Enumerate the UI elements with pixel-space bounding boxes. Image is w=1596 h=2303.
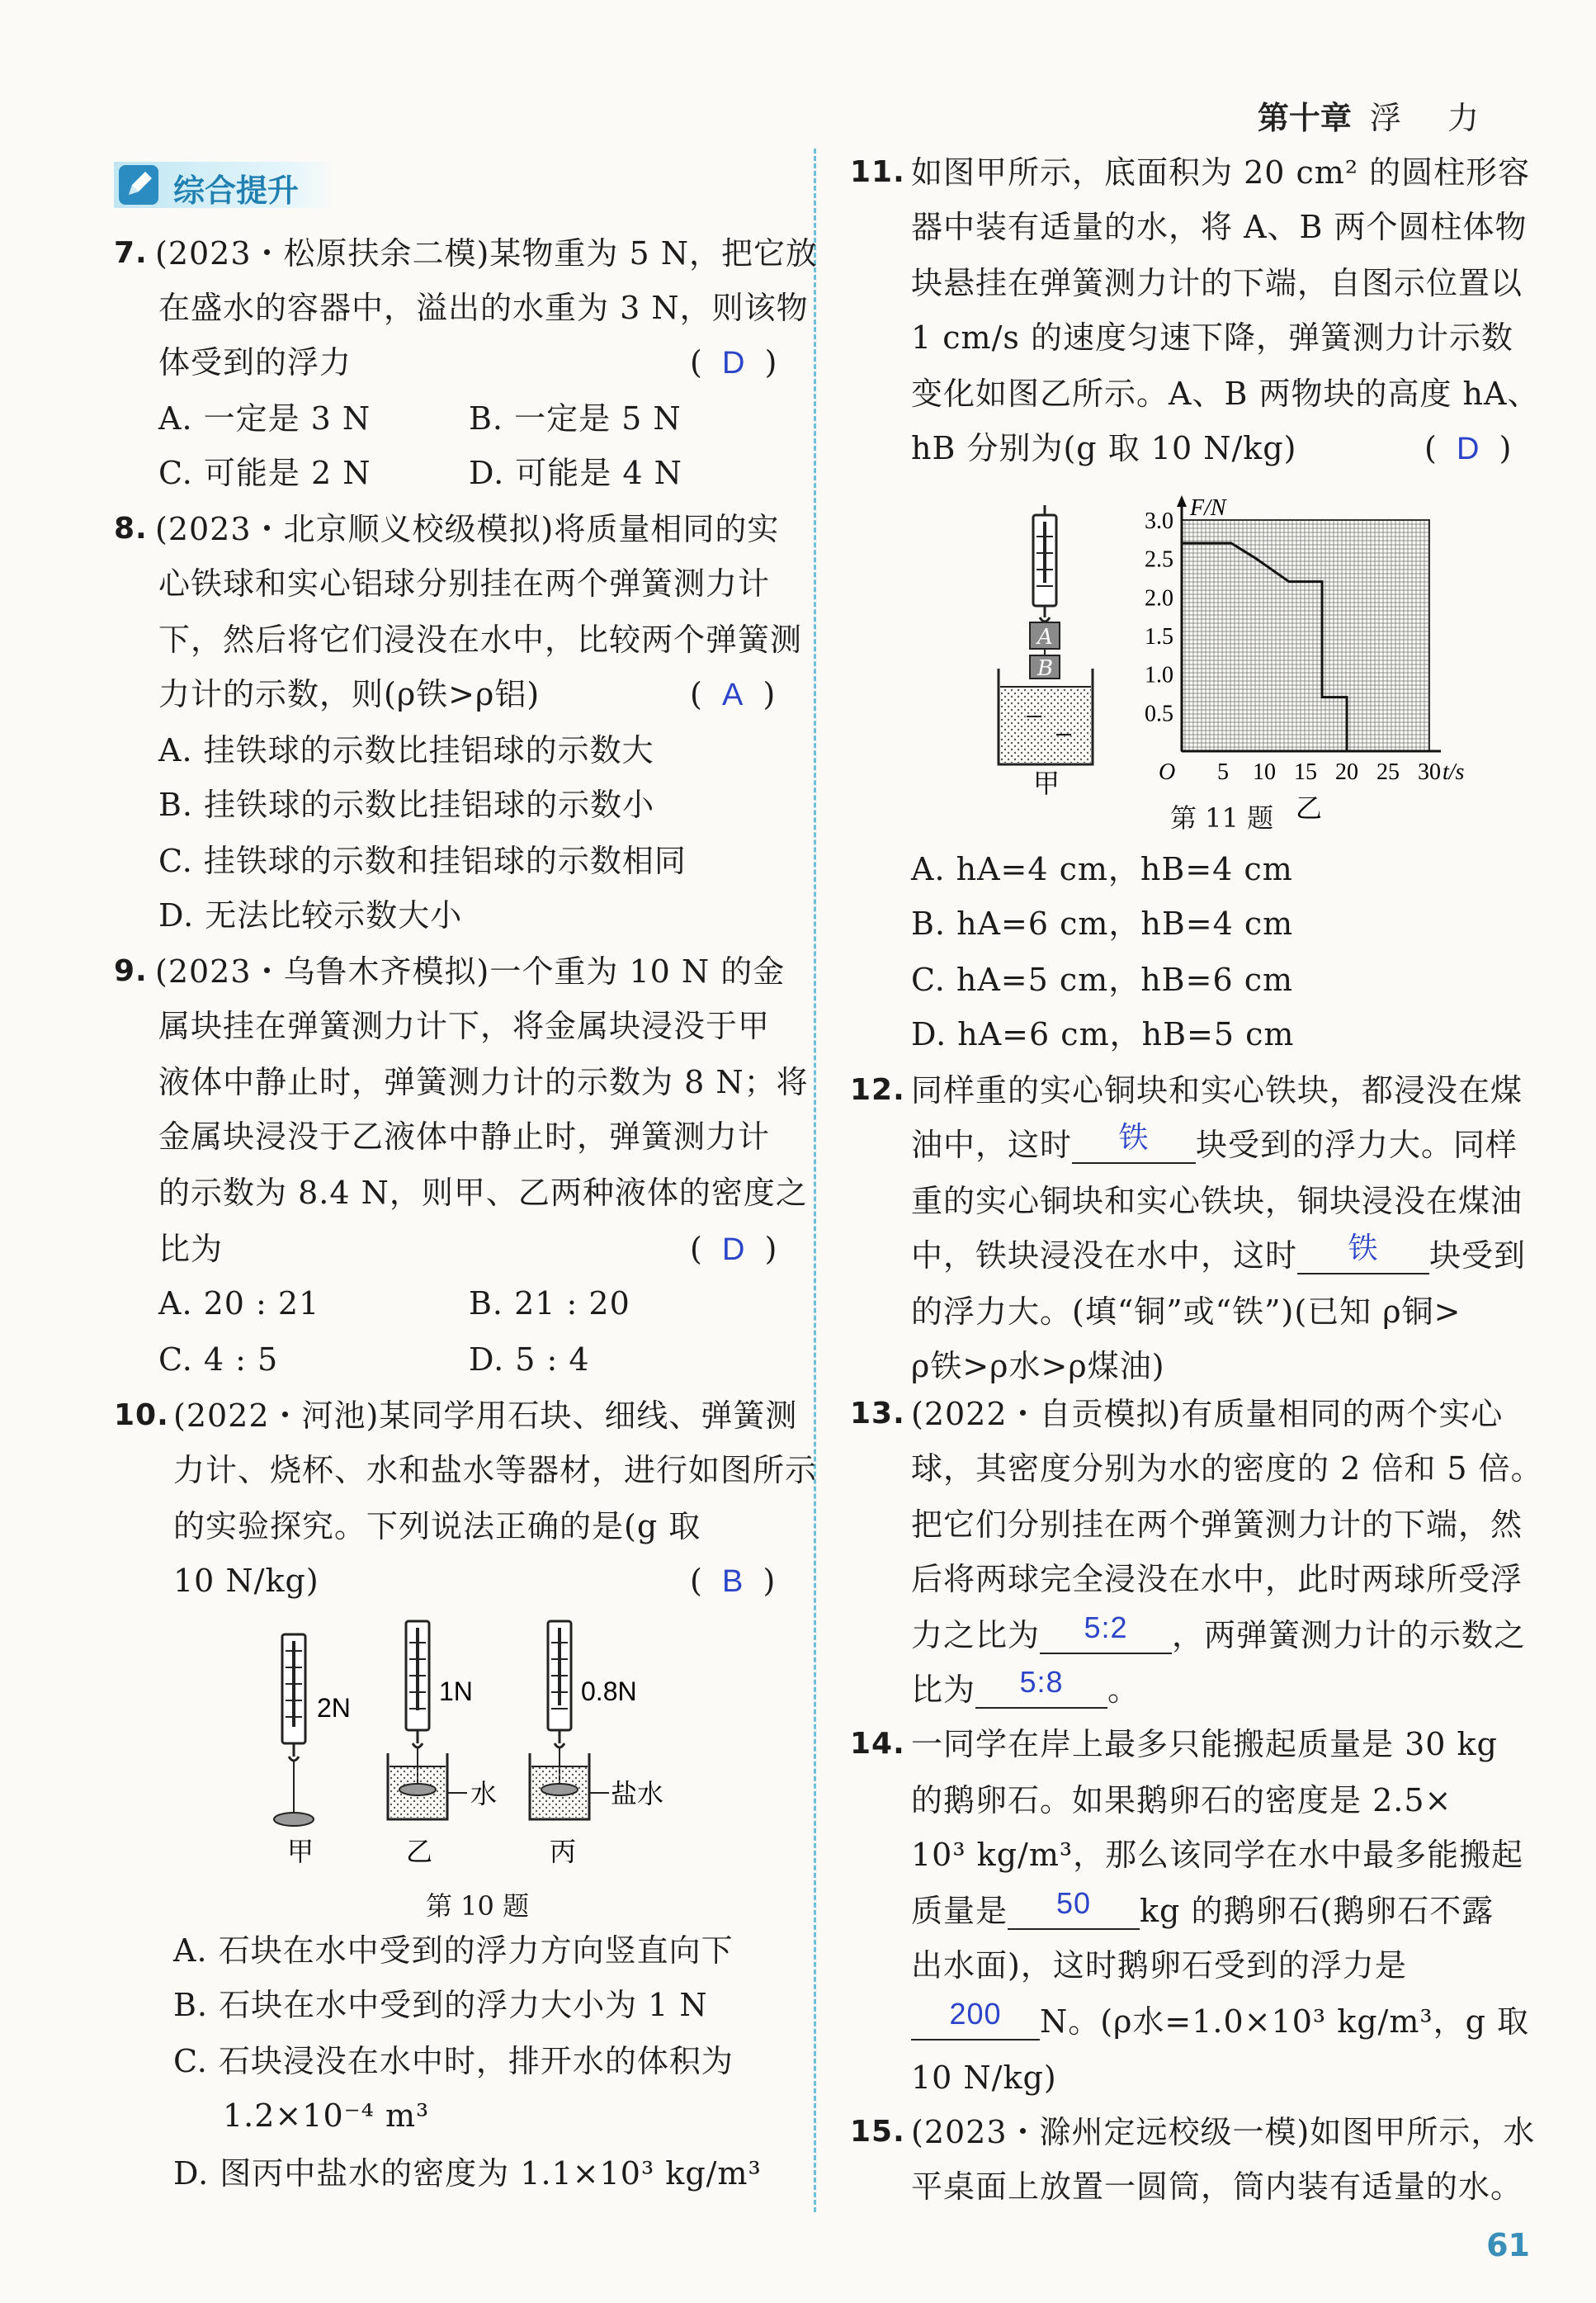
pencil-icon [117,163,163,206]
question-line: 平桌面上放置一圆筒，筒内装有适量的水。 [911,2168,1523,2205]
question-line [911,1231,1527,1274]
blank-answer: 200 [949,1997,1002,2031]
reading-bing: 0.8N [581,1676,637,1706]
fill-blank [1040,1610,1172,1654]
option: B. 一定是 5 N [469,400,682,437]
text-segment: 力之比为 [911,1617,1041,1653]
answer-choice: B [721,1564,744,1599]
question-line [911,1665,1140,1709]
option: B. hA=6 cm，hB=4 cm [911,906,1294,942]
option: D. 无法比较示数大小 [158,897,463,934]
question-line: 的实验探究。下列说法正确的是(g 取 [173,1508,701,1544]
text-segment: 油中，这时 [911,1127,1073,1163]
question-line: 下，然后将它们浸没在水中，比较两个弹簧测 [158,622,803,658]
figure-label-jia: 甲 [1033,768,1060,799]
question-number: 8. [114,512,148,546]
question-line: 变化如图乙所示。A、B 两物块的高度 hA、 [911,376,1540,412]
question-line: 块悬挂在弹簧测力计的下端，自图示位置以 [911,265,1523,301]
chapter-header [1258,92,1497,138]
x-tick-label: 15 [1294,759,1317,785]
answer-bracket: ( B ) [690,1563,776,1599]
x-tick-label: 5 [1217,759,1229,785]
question-line: 10³ kg/m³，那么该同学在水中最多能搬起 [911,1837,1524,1873]
question-line: 的鹅卵石。如果鹅卵石的密度是 2.5× [911,1782,1452,1818]
y-tick-label: 2.5 [1145,546,1173,573]
question-line: (2023・乌鲁木齐模拟)一个重为 10 N 的金 [155,953,786,990]
question-line [911,1886,1494,1930]
fill-blank [1297,1231,1429,1274]
fill-blank [1008,1886,1140,1930]
x-axis-label: t/s [1443,759,1465,785]
figure-10 [264,1618,693,1866]
question-line: (2023・滁州定远校级一模)如图甲所示，水 [911,2114,1536,2150]
question-line: 金属块浸没于乙液体中静止时，弹簧测力计 [158,1118,771,1155]
answer-bracket: ( A ) [690,676,776,712]
question-line: 重的实心铜块和实心铁块，铜块浸没在煤油 [911,1183,1523,1219]
option: B. 21 : 20 [469,1285,630,1322]
chart-grid [1182,520,1429,751]
y-tick-label: 0.5 [1145,701,1173,727]
page-number: 61 [1486,2227,1530,2263]
y-axis-label: F/N [1190,495,1226,521]
answer-bracket: ( D ) [1424,430,1512,466]
question-line: (2022・自贡模拟)有质量相同的两个实心 [911,1396,1504,1432]
x-tick-label: 25 [1376,759,1400,785]
question-line: 把它们分别挂在两个弹簧测力计的下端，然 [911,1506,1523,1543]
option: D. hA=6 cm，hB=5 cm [911,1016,1295,1052]
origin-label: O [1159,759,1176,785]
question-line: (2022・河池)某同学用石块、细线、弹簧测 [173,1397,798,1434]
question-number: 9. [114,954,148,988]
block-a-label: A [1037,625,1053,650]
question-line: 体受到的浮力 [158,344,352,381]
figure-label-yi: 乙 [406,1836,433,1867]
question-line: 后将两球完全浸没在水中，此时两球所受浮 [911,1561,1523,1597]
option: A. 挂铁球的示数比挂铝球的示数大 [158,732,654,768]
question-line: ρ铁>ρ水>ρ煤油) [911,1348,1165,1384]
question-line: 同样重的实心铜块和实心铁块，都浸没在煤 [911,1072,1523,1109]
figure-caption: 第 10 题 [426,1890,530,1922]
y-tick-label: 1.0 [1145,662,1173,688]
option: D. 5 : 4 [469,1341,590,1378]
y-tick-label: 2.0 [1145,585,1173,612]
question-number: 12. [850,1073,905,1107]
text-segment: 。 [1107,1672,1140,1708]
question-line: 如图甲所示，底面积为 20 cm² 的圆柱形容 [911,154,1531,191]
question-line: 一同学在岸上最多只能搬起质量是 30 kg [911,1726,1498,1762]
spring-scale-yi [388,1621,447,1819]
x-tick-label: 20 [1335,759,1358,785]
question-line: 1 cm/s 的速度匀速下降，弹簧测力计示数 [911,319,1513,356]
question-number: 15. [850,2115,905,2149]
option: B. 挂铁球的示数比挂铝球的示数小 [158,787,655,823]
text-segment: 块受到的浮力大。同样 [1196,1127,1518,1163]
figure-label-yi: 乙 [1296,792,1323,824]
y-tick-label: 3.0 [1145,508,1173,534]
question-line: 的示数为 8.4 N，则甲、乙两种液体的密度之 [158,1175,808,1211]
reading-yi: 1N [439,1676,473,1706]
option-continued: 1.2×10⁻⁴ m³ [223,2097,430,2134]
blank-answer: 50 [1055,1886,1092,1920]
y-axis-arrow [1177,495,1187,507]
liquid-label-water: 水 [470,1778,498,1809]
text-segment: N。(ρ水=1.0×10³ kg/m³，g 取 [1040,2003,1530,2040]
fill-blank [911,1997,1040,2041]
question-line [911,1610,1527,1654]
text-segment: kg 的鹅卵石(鹅卵石不露 [1140,1893,1494,1929]
question-line [911,1120,1518,1164]
answer-choice: A [721,678,744,712]
blank-answer: 铁 [1348,1231,1379,1265]
chapter-title: 浮 力 [1369,100,1497,136]
column-divider [814,149,816,2212]
question-line: (2023・北京顺义校级模拟)将质量相同的实 [155,511,780,547]
question-line: 出水面)，这时鹅卵石受到的浮力是 [911,1947,1407,1984]
option: C. 4 : 5 [158,1341,279,1378]
option: D. 图丙中盐水的密度为 1.1×10³ kg/m³ [173,2155,762,2192]
option: C. hA=5 cm，hB=6 cm [911,962,1294,998]
fill-blank [975,1665,1107,1709]
question-line: 心铁球和实心铝球分别挂在两个弹簧测力计 [158,565,771,602]
question-line [911,1997,1530,2041]
x-tick-label: 10 [1253,759,1276,785]
question-line: 力计的示数，则(ρ铁>ρ铝) [158,676,541,712]
text-segment: 中，铁块浸没在水中，这时 [911,1237,1298,1274]
question-number: 7. [114,236,148,270]
question-line: 10 N/kg) [173,1563,319,1599]
option: D. 可能是 4 N [469,455,682,491]
answer-choice: D [721,346,745,381]
blank-answer: 5:8 [1019,1665,1064,1699]
chapter-number: 第十章 [1257,100,1352,136]
text-segment: 块受到 [1429,1237,1527,1274]
spring-scale-bing [530,1621,589,1819]
figure-label-bing: 丙 [550,1836,577,1867]
text-segment: 比为 [911,1672,976,1708]
figure-label-jia: 甲 [287,1836,314,1867]
question-line: 球，其密度分别为水的密度的 2 倍和 5 倍。 [911,1450,1543,1487]
option: A. 石块在水中受到的浮力方向竖直向下 [173,1932,734,1969]
option: C. 石块浸没在水中时，排开水的体积为 [173,2043,734,2079]
question-line: hB 分别为(g 取 10 N/kg) [911,430,1297,466]
question-line: (2023・松原扶余二模)某物重为 5 N，把它放 [155,235,818,272]
spring-scale-jia [274,1634,314,1826]
blank-answer: 5:2 [1084,1610,1128,1644]
question-line: 属块挂在弹簧测力计下，将金属块浸没于甲 [158,1008,771,1044]
blank-answer: 铁 [1118,1120,1150,1154]
question-line: 液体中静止时，弹簧测力计的示数为 8 N；将 [158,1064,809,1100]
question-number: 13. [850,1397,905,1431]
option: C. 可能是 2 N [158,455,371,491]
section-title: 综合提升 [173,173,300,209]
fill-blank [1072,1120,1196,1164]
figure-caption: 第 11 题 [1170,802,1274,834]
option: B. 石块在水中受到的浮力大小为 1 N [173,1987,708,2023]
answer-bracket: ( D ) [690,1231,777,1267]
x-tick-label: 30 [1418,759,1441,785]
question-line: 在盛水的容器中，溢出的水重为 3 N，则该物 [158,290,809,326]
block-b-label: B [1037,656,1054,681]
question-number: 10. [114,1398,169,1432]
question-line: 比为 [158,1231,224,1267]
question-line: 力计、烧杯、水和盐水等器材，进行如图所示 [173,1452,818,1488]
question-number: 11. [850,155,905,189]
answer-bracket: ( D ) [690,344,777,381]
question-line: 10 N/kg) [911,2059,1057,2096]
question-number: 14. [850,1727,905,1761]
option: C. 挂铁球的示数和挂铝球的示数相同 [158,843,687,879]
section-banner [114,162,337,208]
option: A. hA=4 cm，hB=4 cm [911,851,1293,887]
question-line: 器中装有适量的水，将 A、B 两个圆柱体物 [911,209,1528,245]
liquid-label-saltwater: 盐水 [611,1778,664,1809]
option: A. 20 : 21 [158,1285,320,1322]
y-tick-label: 1.5 [1145,624,1173,650]
question-line: 的浮力大。(填“铜”或“铁”)(已知 ρ铜> [911,1293,1461,1330]
answer-choice: D [1456,432,1480,466]
reading-jia: 2N [317,1693,351,1723]
option: A. 一定是 3 N [158,400,371,437]
text-segment: ，两弹簧测力计的示数之 [1172,1617,1527,1653]
figure-11-apparatus [990,504,1106,801]
text-segment: 质量是 [911,1893,1008,1929]
answer-choice: D [721,1232,745,1267]
